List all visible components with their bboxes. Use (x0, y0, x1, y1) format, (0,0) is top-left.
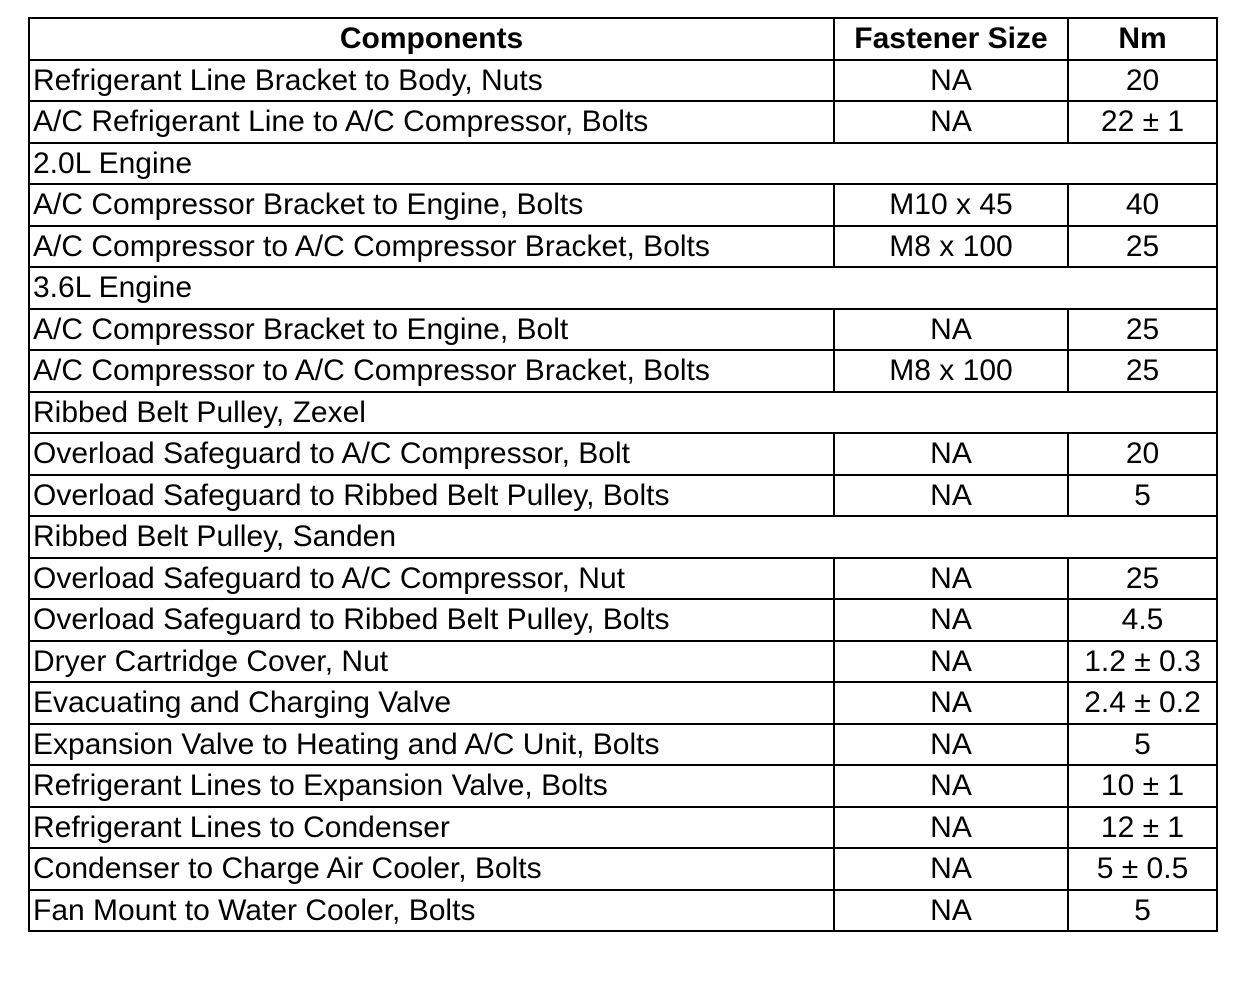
torque-nm-cell: 25 (1068, 350, 1217, 392)
torque-nm-cell: 1.2 ± 0.3 (1068, 641, 1217, 683)
table-row (29, 807, 1217, 849)
section-label: 2.0L Engine (29, 143, 1217, 185)
component-cell: A/C Compressor to A/C Compressor Bracket, Bolts (29, 350, 834, 392)
component-cell: Overload Safeguard to Ribbed Belt Pulley, Bolts (29, 475, 834, 517)
fastener-size-cell: NA (834, 475, 1068, 517)
section-row (29, 392, 1217, 434)
component-cell: Expansion Valve to Heating and A/C Unit, Bolts (29, 724, 834, 766)
table-row (29, 184, 1217, 226)
torque-nm-cell: 40 (1068, 184, 1217, 226)
fastener-size-cell: NA (834, 765, 1068, 807)
component-cell: Overload Safeguard to Ribbed Belt Pulley, Bolts (29, 599, 834, 641)
table-row (29, 350, 1217, 392)
fastener-size-cell: NA (834, 724, 1068, 766)
fastener-size-cell: NA (834, 682, 1068, 724)
torque-nm-cell: 22 ± 1 (1068, 101, 1217, 143)
table-row (29, 60, 1217, 102)
table-row (29, 433, 1217, 475)
table-row (29, 226, 1217, 268)
component-cell: Overload Safeguard to A/C Compressor, Nut (29, 558, 834, 600)
fastener-size-cell: NA (834, 309, 1068, 351)
torque-nm-cell: 20 (1068, 433, 1217, 475)
fastener-size-cell: NA (834, 599, 1068, 641)
section-row (29, 516, 1217, 558)
torque-spec-table (28, 17, 1218, 932)
table-row (29, 848, 1217, 890)
section-row (29, 143, 1217, 185)
section-row (29, 267, 1217, 309)
component-cell: Refrigerant Line Bracket to Body, Nuts (29, 60, 834, 102)
table-row (29, 475, 1217, 517)
table-row (29, 558, 1217, 600)
component-cell: A/C Compressor Bracket to Engine, Bolt (29, 309, 834, 351)
header-fastener-size: Fastener Size (834, 18, 1068, 60)
header-row (29, 18, 1217, 60)
component-cell: Overload Safeguard to A/C Compressor, Bolt (29, 433, 834, 475)
fastener-size-cell: M10 x 45 (834, 184, 1068, 226)
torque-nm-cell: 25 (1068, 309, 1217, 351)
torque-nm-cell: 4.5 (1068, 599, 1217, 641)
fastener-size-cell: NA (834, 807, 1068, 849)
component-cell: A/C Compressor Bracket to Engine, Bolts (29, 184, 834, 226)
fastener-size-cell: NA (834, 558, 1068, 600)
table-row (29, 641, 1217, 683)
section-label: Ribbed Belt Pulley, Sanden (29, 516, 1217, 558)
table-row (29, 599, 1217, 641)
component-cell: A/C Compressor to A/C Compressor Bracket, Bolts (29, 226, 834, 268)
torque-nm-cell: 10 ± 1 (1068, 765, 1217, 807)
fastener-size-cell: NA (834, 848, 1068, 890)
table-row (29, 724, 1217, 766)
component-cell: Fan Mount to Water Cooler, Bolts (29, 890, 834, 932)
table-row (29, 309, 1217, 351)
component-cell: Evacuating and Charging Valve (29, 682, 834, 724)
table-row (29, 682, 1217, 724)
torque-nm-cell: 5 ± 0.5 (1068, 848, 1217, 890)
component-cell: Refrigerant Lines to Condenser (29, 807, 834, 849)
torque-nm-cell: 25 (1068, 226, 1217, 268)
table-row (29, 765, 1217, 807)
fastener-size-cell: NA (834, 433, 1068, 475)
torque-nm-cell: 2.4 ± 0.2 (1068, 682, 1217, 724)
section-label: 3.6L Engine (29, 267, 1217, 309)
component-cell: Refrigerant Lines to Expansion Valve, Bolts (29, 765, 834, 807)
fastener-size-cell: M8 x 100 (834, 350, 1068, 392)
table-header (29, 18, 1217, 60)
header-components: Components (29, 18, 834, 60)
component-cell: Dryer Cartridge Cover, Nut (29, 641, 834, 683)
section-label: Ribbed Belt Pulley, Zexel (29, 392, 1217, 434)
torque-nm-cell: 20 (1068, 60, 1217, 102)
torque-nm-cell: 5 (1068, 890, 1217, 932)
torque-nm-cell: 25 (1068, 558, 1217, 600)
header-nm: Nm (1068, 18, 1217, 60)
component-cell: Condenser to Charge Air Cooler, Bolts (29, 848, 834, 890)
fastener-size-cell: M8 x 100 (834, 226, 1068, 268)
torque-nm-cell: 12 ± 1 (1068, 807, 1217, 849)
table-body (29, 60, 1217, 932)
component-cell: A/C Refrigerant Line to A/C Compressor, Bolts (29, 101, 834, 143)
fastener-size-cell: NA (834, 101, 1068, 143)
fastener-size-cell: NA (834, 641, 1068, 683)
torque-nm-cell: 5 (1068, 475, 1217, 517)
table-row (29, 101, 1217, 143)
fastener-size-cell: NA (834, 60, 1068, 102)
fastener-size-cell: NA (834, 890, 1068, 932)
table-row (29, 890, 1217, 932)
torque-nm-cell: 5 (1068, 724, 1217, 766)
